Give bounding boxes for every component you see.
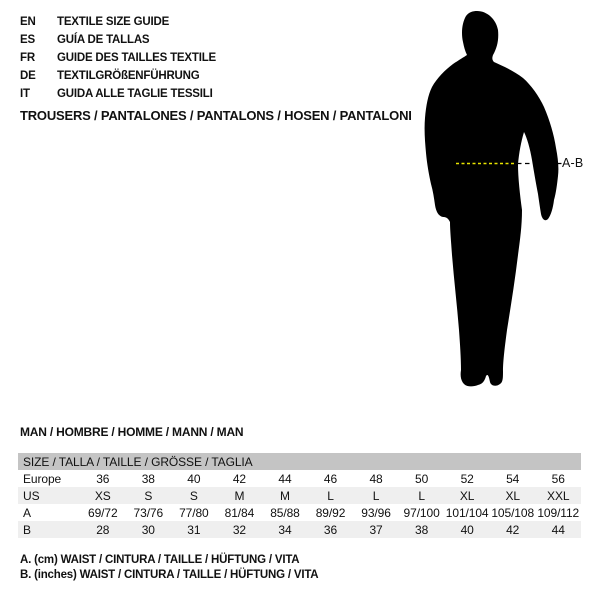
table-cell: 38 <box>415 522 429 537</box>
row-label: Europe <box>23 471 62 486</box>
language-code: FR <box>20 52 35 64</box>
language-label: GUIDE DES TAILLES TEXTILE <box>57 52 216 64</box>
table-cell: 109/112 <box>537 505 580 520</box>
table-cell: 89/92 <box>315 505 346 520</box>
table-row <box>18 504 581 521</box>
row-label: B <box>23 522 31 537</box>
table-cell: 46 <box>323 471 338 486</box>
table-cell: 37 <box>369 522 383 537</box>
language-label: TEXTILGRÖßENFÜHRUNG <box>57 70 200 82</box>
table-cell: L <box>372 488 380 503</box>
size-table-header: SIZE / TALLA / TAILLE / GRÖSSE / TAGLIA <box>18 453 581 470</box>
table-cell: 48 <box>369 471 383 486</box>
table-cell: 28 <box>96 522 110 537</box>
table-cell: 56 <box>551 471 565 486</box>
table-cell: XL <box>505 488 520 503</box>
table-cell: 38 <box>141 471 155 486</box>
table-cell: 85/88 <box>270 505 300 520</box>
table-cell: XS <box>94 488 111 503</box>
table-cell: 69/72 <box>88 505 118 520</box>
language-label: TEXTILE SIZE GUIDE <box>57 16 170 28</box>
table-cell: L <box>327 488 334 503</box>
table-cell: S <box>189 488 198 503</box>
table-cell: 44 <box>278 471 292 486</box>
table-cell: 97/100 <box>403 505 440 520</box>
table-cell: 77/80 <box>179 505 209 520</box>
man-silhouette <box>425 11 559 386</box>
table-cell: 93/96 <box>361 505 391 520</box>
language-code: ES <box>20 34 35 46</box>
section-title: MAN / HOMBRE / HOMME / MANN / MAN <box>20 425 244 439</box>
table-cell: 52 <box>460 471 474 486</box>
table-cell: 32 <box>232 522 246 537</box>
note-line: B. (inches) WAIST / CINTURA / TAILLE / HÜFTUNG / VITA <box>20 568 319 581</box>
table-cell: 105/108 <box>491 505 535 520</box>
table-cell: XXL <box>547 488 570 503</box>
row-label: A <box>23 505 31 520</box>
table-cell: 81/84 <box>224 505 255 520</box>
note-line: A. (cm) WAIST / CINTURA / TAILLE / HÜFTUNG / VITA <box>20 553 300 566</box>
row-label: US <box>23 488 40 503</box>
measure-label: A-B <box>562 156 584 170</box>
table-cell: 73/76 <box>133 505 164 520</box>
language-code: IT <box>20 88 30 100</box>
language-code: DE <box>20 70 36 82</box>
table-cell: 36 <box>323 522 338 537</box>
table-cell: 30 <box>141 522 155 537</box>
table-cell: 34 <box>278 522 292 537</box>
table-cell: 42 <box>506 522 520 537</box>
table-cell: 42 <box>232 471 246 486</box>
table-cell: 40 <box>460 522 474 537</box>
table-cell: 36 <box>96 471 110 486</box>
table-cell: S <box>144 488 153 503</box>
table-cell: 101/104 <box>445 505 489 520</box>
table-cell: 50 <box>415 471 429 486</box>
table-cell: 31 <box>187 522 201 537</box>
language-label: GUÍA DE TALLAS <box>57 34 150 46</box>
table-cell: M <box>234 488 245 503</box>
measurement-notes <box>20 552 318 582</box>
table-cell: L <box>418 488 425 503</box>
language-code: EN <box>20 16 36 28</box>
table-row <box>18 521 581 538</box>
table-row <box>18 470 581 487</box>
table-row <box>18 487 581 504</box>
table-cell: XL <box>459 488 475 503</box>
table-cell: M <box>280 488 290 503</box>
language-label: GUIDA ALLE TAGLIE TESSILI <box>57 88 213 100</box>
table-cell: 44 <box>551 522 565 537</box>
size-table <box>18 453 581 538</box>
table-cell: 40 <box>187 471 201 486</box>
table-cell: 54 <box>506 471 520 486</box>
category-title: TROUSERS / PANTALONES / PANTALONS / HOSEN / PANTALONI <box>20 108 412 123</box>
